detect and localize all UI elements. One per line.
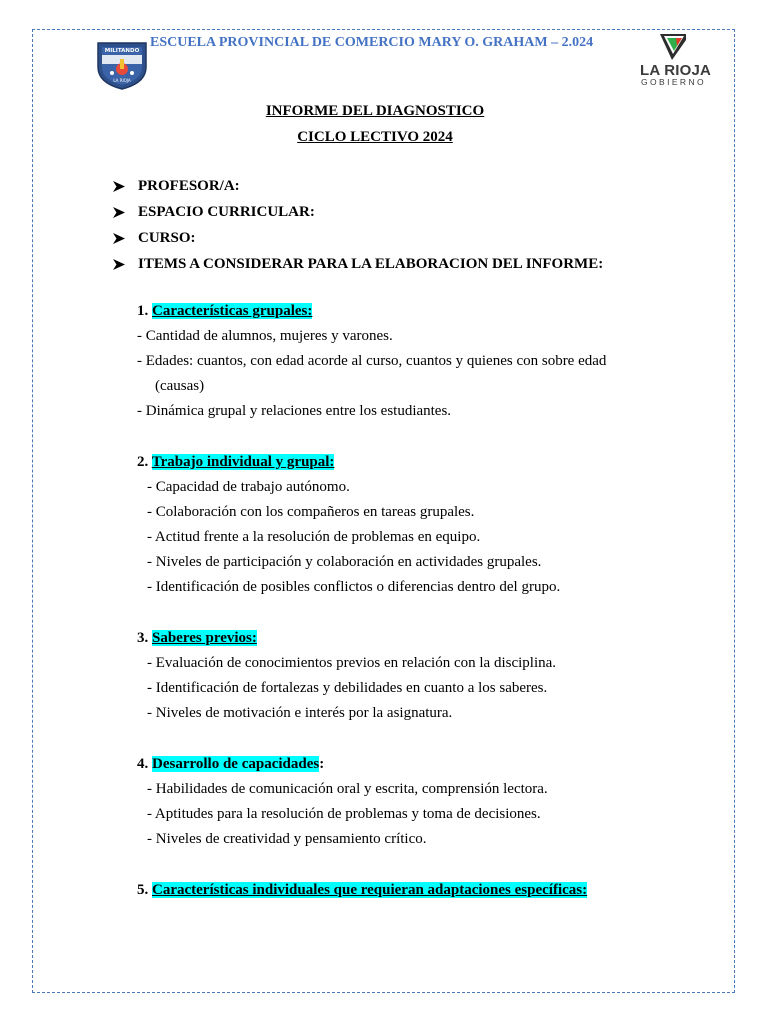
la-rioja-emblem-icon	[658, 32, 688, 62]
header-fields-list	[112, 178, 603, 282]
document-title: INFORME DEL DIAGNOSTICO	[265, 103, 485, 119]
list-item: - Identificación de fortalezas y debilidades en cuanto a los saberes.	[147, 680, 548, 696]
section-heading	[137, 882, 587, 907]
document-subtitle: CICLO LECTIVO 2024	[297, 129, 453, 145]
list-item: - Capacidad de trabajo autónomo.	[147, 479, 350, 495]
list-item: - Edades: cuantos, con edad acorde al curso, cuantos y quienes con sobre edad	[137, 353, 607, 369]
section-number: 5.	[137, 882, 149, 898]
la-rioja-gobierno-logo	[638, 32, 714, 86]
field-curso	[112, 230, 603, 256]
crest-bottom-text: LA RIOJA	[113, 78, 131, 83]
section-heading	[137, 630, 556, 655]
section-heading	[137, 303, 606, 328]
section-desarrollo-capacidades	[137, 756, 548, 856]
list-item: - Actitud frente a la resolución de problemas en equipo.	[147, 529, 481, 545]
field-espacio-curricular	[112, 204, 603, 230]
section-title: Trabajo individual y grupal:	[151, 454, 335, 470]
field-label: PROFESOR/A:	[138, 178, 240, 194]
list-item: - Dinámica grupal y relaciones entre los estudiantes.	[137, 403, 452, 419]
list-item: - Niveles de motivación e interés por la asignatura.	[147, 705, 453, 721]
arrow-bullet-icon	[112, 230, 138, 250]
section-heading	[137, 454, 560, 479]
section-number: 3.	[137, 630, 149, 646]
list-item: - Evaluación de conocimientos previos en relación con la disciplina.	[147, 655, 557, 671]
section-title-suffix: :	[319, 756, 325, 772]
section-title: Saberes previos:	[152, 630, 257, 646]
field-profesor	[112, 178, 603, 204]
section-caracteristicas-grupales	[137, 303, 606, 428]
gov-logo-subtitle: GOBIERNO	[641, 77, 707, 87]
list-item-continuation: (causas)	[155, 378, 205, 394]
arrow-bullet-icon	[112, 178, 138, 198]
section-number: 2.	[137, 454, 149, 470]
arrow-bullet-icon	[112, 204, 138, 224]
gov-logo-name: LA RIOJA	[640, 62, 712, 79]
list-item: - Niveles de participación y colaboración en actividades grupales.	[147, 554, 542, 570]
section-title: Características individuales que requieran adaptaciones específicas:	[152, 882, 588, 898]
section-caracteristicas-individuales	[137, 882, 587, 907]
section-trabajo-individual-grupal	[137, 454, 560, 604]
section-heading	[137, 756, 548, 781]
field-label: ITEMS A CONSIDERAR PARA LA ELABORACION DEL INFORME:	[138, 256, 604, 272]
arrow-bullet-icon	[112, 256, 138, 276]
section-title: Desarrollo de capacidades	[152, 756, 320, 772]
list-item: - Aptitudes para la resolución de problemas y toma de decisiones.	[147, 806, 541, 822]
section-number: 4.	[137, 756, 149, 772]
list-item: - Cantidad de alumnos, mujeres y varones.	[137, 328, 393, 344]
school-crest-logo	[94, 37, 150, 91]
field-items	[112, 256, 603, 282]
section-title: Características grupales:	[152, 303, 313, 319]
section-saberes-previos	[137, 630, 556, 730]
field-label: CURSO:	[138, 230, 196, 246]
field-label: ESPACIO CURRICULAR:	[138, 204, 315, 220]
list-item: - Niveles de creatividad y pensamiento crítico.	[147, 831, 427, 847]
list-item: - Habilidades de comunicación oral y escrita, comprensión lectora.	[147, 781, 548, 797]
list-item: - Identificación de posibles conflictos o diferencias dentro del grupo.	[147, 579, 561, 595]
section-number: 1.	[137, 303, 149, 319]
crest-top-text: MILITANDO	[104, 48, 140, 54]
school-name-header: ESCUELA PROVINCIAL DE COMERCIO MARY O. GRAHAM – 2.024	[150, 35, 594, 50]
list-item: - Colaboración con los compañeros en tareas grupales.	[147, 504, 475, 520]
